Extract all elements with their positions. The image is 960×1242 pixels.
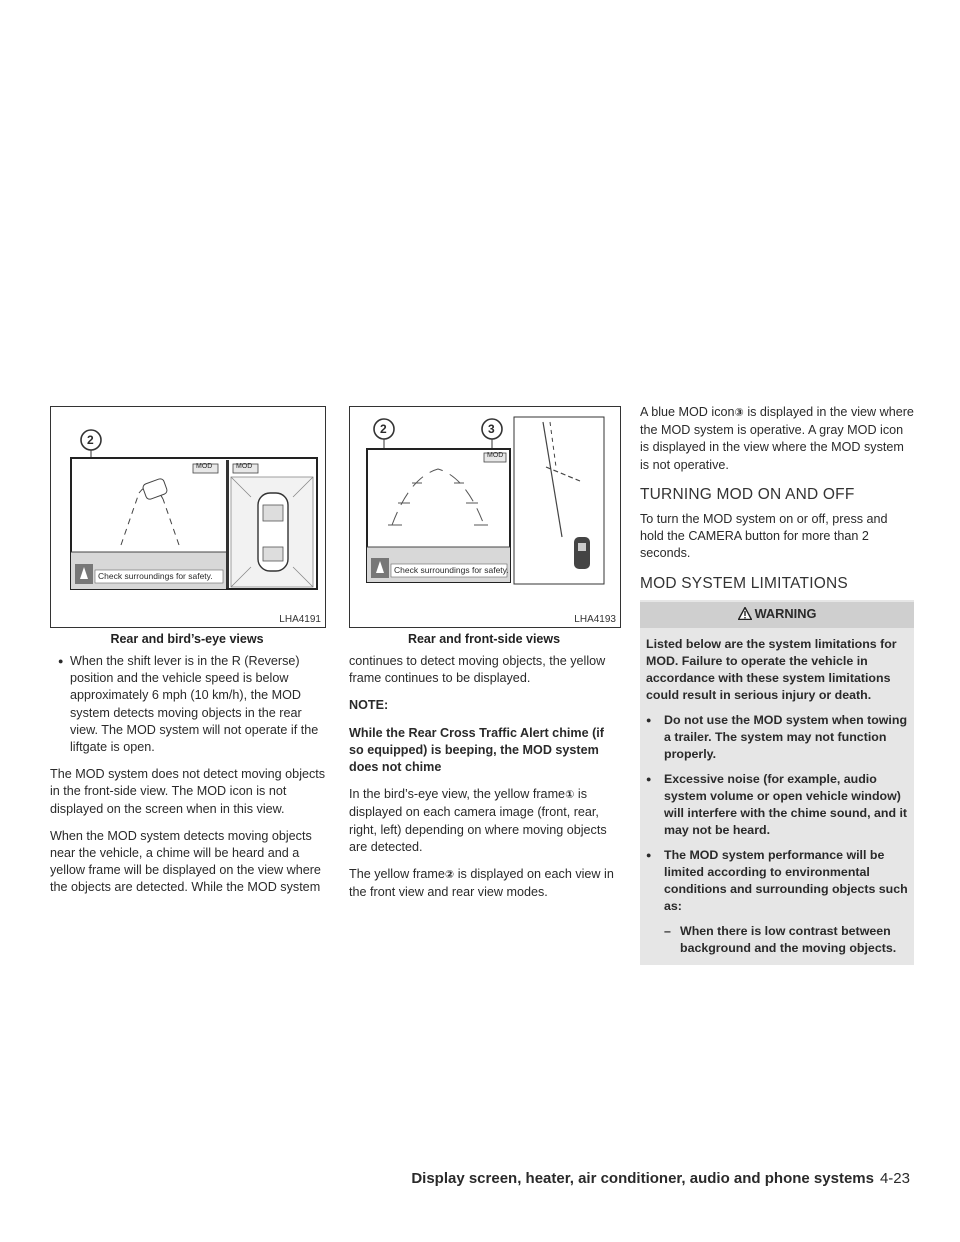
paragraph: continues to detect moving objects, the yellow frame continues to be displayed. [349,654,606,686]
paragraph [640,404,914,474]
bullet-mark: ● [646,714,652,725]
warning-box [640,600,914,965]
check-surroundings-banner: Check surroundings for safety. [98,571,213,581]
list-item [646,712,908,763]
paragraph [349,866,621,901]
figure-rear-front-side-illustration [350,407,620,627]
section-heading: MOD SYSTEM LIMITATIONS [640,574,848,592]
warning-header [640,602,914,628]
mod-tag-rear: MOD [487,452,504,459]
note-text: While the Rear Cross Traffic Alert chime (if so equipped) is beeping, the MOD system does not chime [349,725,604,775]
note-label: NOTE: [349,698,389,713]
paragraph [349,786,621,856]
bullet-text: The MOD system performance will be limited according to environmental conditions and surrounding objects such as: [664,847,908,913]
paragraph: The MOD system does not detect moving objects in the front-side view. The MOD icon is not displayed on the screen when in this view. [50,767,326,816]
column-1 [50,653,326,907]
figure-code: LHA4191 [279,614,321,625]
text-run: A blue MOD icon [640,405,735,419]
text-run: is displayed on each camera image (front, rear, right, left) depending on where moving objects are detected. [349,787,607,854]
sub-list-item [664,923,908,957]
bullet-text: When the shift lever is in the R (Reverse) position and the vehicle speed is below approximately 6 mph (10 km/h), the MOD system detects moving objects in the rear view. The MOD system will not operate if the liftgate is open. [70,654,319,755]
bullet-mark: ● [58,656,64,666]
mod-tag-birds-eye: MOD [236,463,253,470]
warning-icon [738,607,752,624]
column-2 [349,653,621,911]
warning-title: WARNING [754,605,817,621]
bullet-mark: ● [646,773,652,784]
callout-number: ② [444,869,455,882]
figure-rear-birds-eye [50,406,326,628]
paragraph: To turn the MOD system on or off, press and hold the CAMERA button for more than 2 seconds. [640,512,888,561]
column-3 [640,404,914,965]
list-item [646,847,908,915]
bullet-mark: ● [646,849,652,860]
figure-rear-front-side [349,406,621,628]
warning-intro: Listed below are the system limitations for MOD. Failure to operate the vehicle in accordance with these system limitations could result in serious injury or death. [646,636,897,702]
dash-mark: – [664,923,671,938]
text-run: The yellow frame [349,867,445,882]
text-run: is displayed on each view in the front view and rear view modes. [349,867,614,900]
figure-caption: Rear and bird’s-eye views [110,632,264,646]
sub-item-text: When there is low contrast between background and the moving objects. [680,923,897,955]
section-heading: TURNING MOD ON AND OFF [640,485,855,503]
mod-tag-rear: MOD [196,463,213,470]
page-number: 4-23 [879,1170,910,1187]
figure-callout-3: 3 [488,422,495,436]
footer-section-title: Display screen, heater, air conditioner, audio and phone systems [411,1170,874,1187]
bullet-text: Excessive noise (for example, audio system volume or open vehicle window) will interfere with the chime sound, and it may not be heard. [664,771,908,837]
bullet-text: Do not use the MOD system when towing a trailer. The system may not function properly. [664,712,908,761]
paragraph: When the MOD system detects moving objects near the vehicle, a chime will be heard and a yellow frame will be displayed on the view where the objects are detected. While the MOD system [50,828,321,895]
figure-callout-2: 2 [87,433,94,447]
figure-callout-2: 2 [380,422,387,436]
list-item [646,771,908,839]
callout-number: ① [565,789,575,802]
figure-code: LHA4193 [574,614,616,625]
figure-caption: Rear and front-side views [407,632,561,646]
page-footer [411,1170,910,1187]
list-item [50,653,326,756]
callout-number: ③ [734,407,744,419]
check-surroundings-banner: Check surroundings for safety. [394,565,509,575]
text-run: In the bird’s-eye view, the yellow frame [349,787,566,802]
text-run: is displayed in the view where the MOD system is operative. A gray MOD icon is displayed in the view where the MOD system is not operative. [640,405,914,472]
